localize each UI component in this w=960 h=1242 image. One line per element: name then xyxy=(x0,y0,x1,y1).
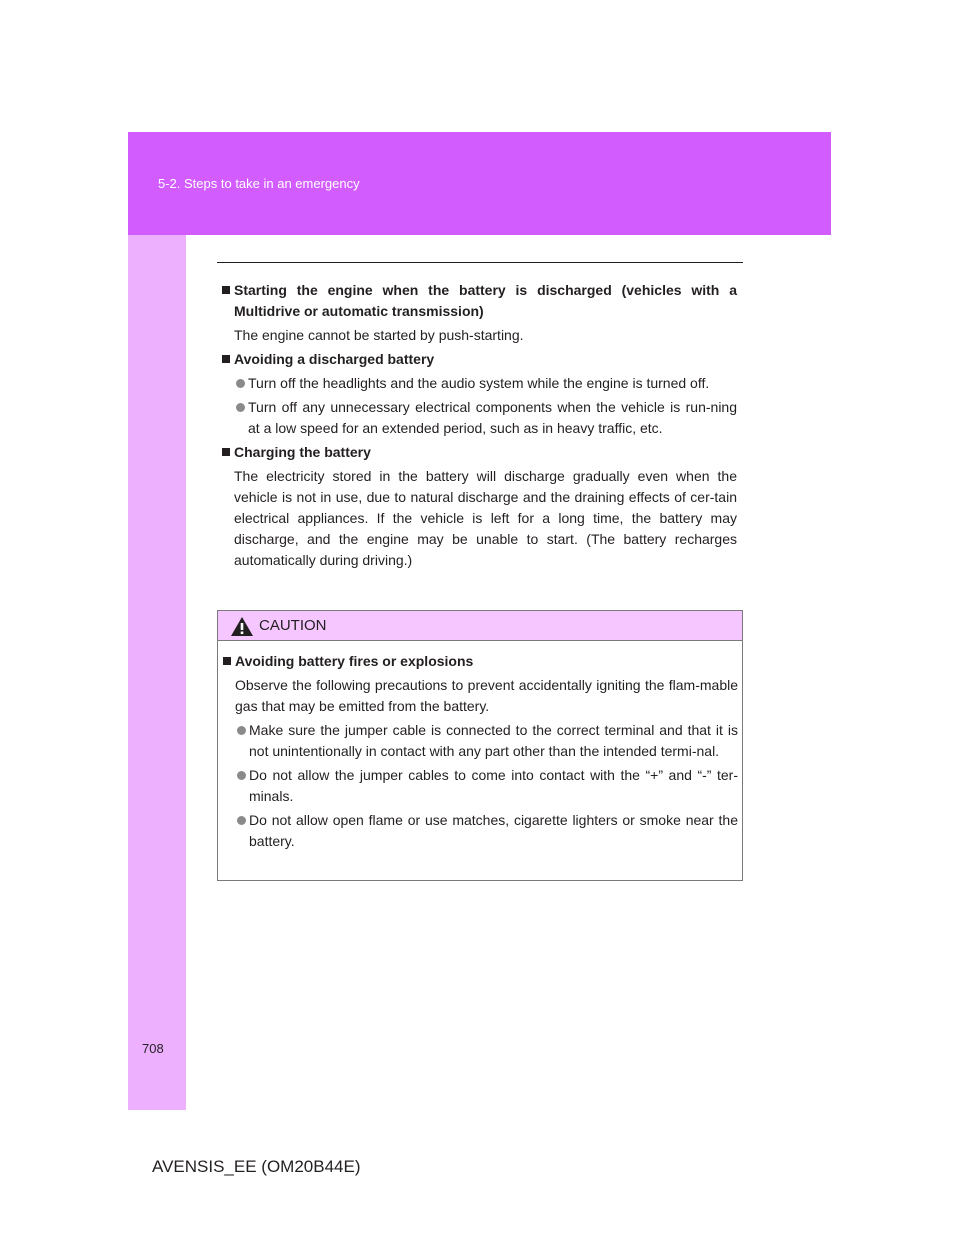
caution-title: CAUTION xyxy=(259,617,327,634)
document-code: AVENSIS_EE (OM20B44E) xyxy=(152,1157,361,1176)
warning-triangle-icon xyxy=(231,617,253,636)
caution-header xyxy=(218,611,742,641)
square-bullet-icon xyxy=(222,355,230,363)
list-item: Turn off any unnecessary electrical components when the vehicle is run-ning at a low speed for an extended period, such as in heavy traffic, etc. xyxy=(220,397,737,439)
caution-heading: Avoiding battery fires or explosions xyxy=(221,651,738,672)
square-bullet-icon xyxy=(223,657,231,665)
circle-bullet-icon xyxy=(237,771,246,780)
square-bullet-icon xyxy=(222,448,230,456)
side-band xyxy=(128,235,186,1110)
section-title: 5-2. Steps to take in an emergency xyxy=(158,176,360,191)
heading-avoiding-discharge: Avoiding a discharged battery xyxy=(220,349,737,370)
heading-starting-engine: Starting the engine when the battery is discharged (vehicles with a Multidrive or automatic transmission) xyxy=(220,280,737,322)
square-bullet-icon xyxy=(222,286,230,294)
caution-box xyxy=(217,610,743,881)
page-number: 708 xyxy=(142,1041,164,1056)
circle-bullet-icon xyxy=(237,816,246,825)
top-rule xyxy=(217,262,743,263)
circle-bullet-icon xyxy=(236,379,245,388)
paragraph-push-starting: The engine cannot be started by push-starting. xyxy=(234,327,524,343)
list-item: Make sure the jumper cable is connected to the correct terminal and that it is not unintentionally in contact with any part other than the intended termi-nal. xyxy=(221,720,738,762)
circle-bullet-icon xyxy=(236,403,245,412)
list-item: Do not allow the jumper cables to come into contact with the “+” and “-” ter-minals. xyxy=(221,765,738,807)
caution-paragraph: Observe the following precautions to prevent accidentally igniting the flam-mable gas that may be emitted from the battery. xyxy=(235,677,738,714)
list-item: Do not allow open flame or use matches, cigarette lighters or smoke near the battery. xyxy=(221,810,738,852)
heading-charging-battery: Charging the battery xyxy=(220,442,737,463)
paragraph-charging: The electricity stored in the battery will discharge gradually even when the vehicle is not in use, due to natural discharge and the draining effects of cer-tain electrical appliances. If the vehicle is left for a long time, the battery may discharge, and the engine may be unable to start. (The battery recharges automatically during driving.) xyxy=(234,468,737,568)
list-item: Turn off the headlights and the audio system while the engine is turned off. xyxy=(220,373,737,394)
circle-bullet-icon xyxy=(237,726,246,735)
main-content xyxy=(220,280,737,574)
caution-body xyxy=(221,651,738,855)
